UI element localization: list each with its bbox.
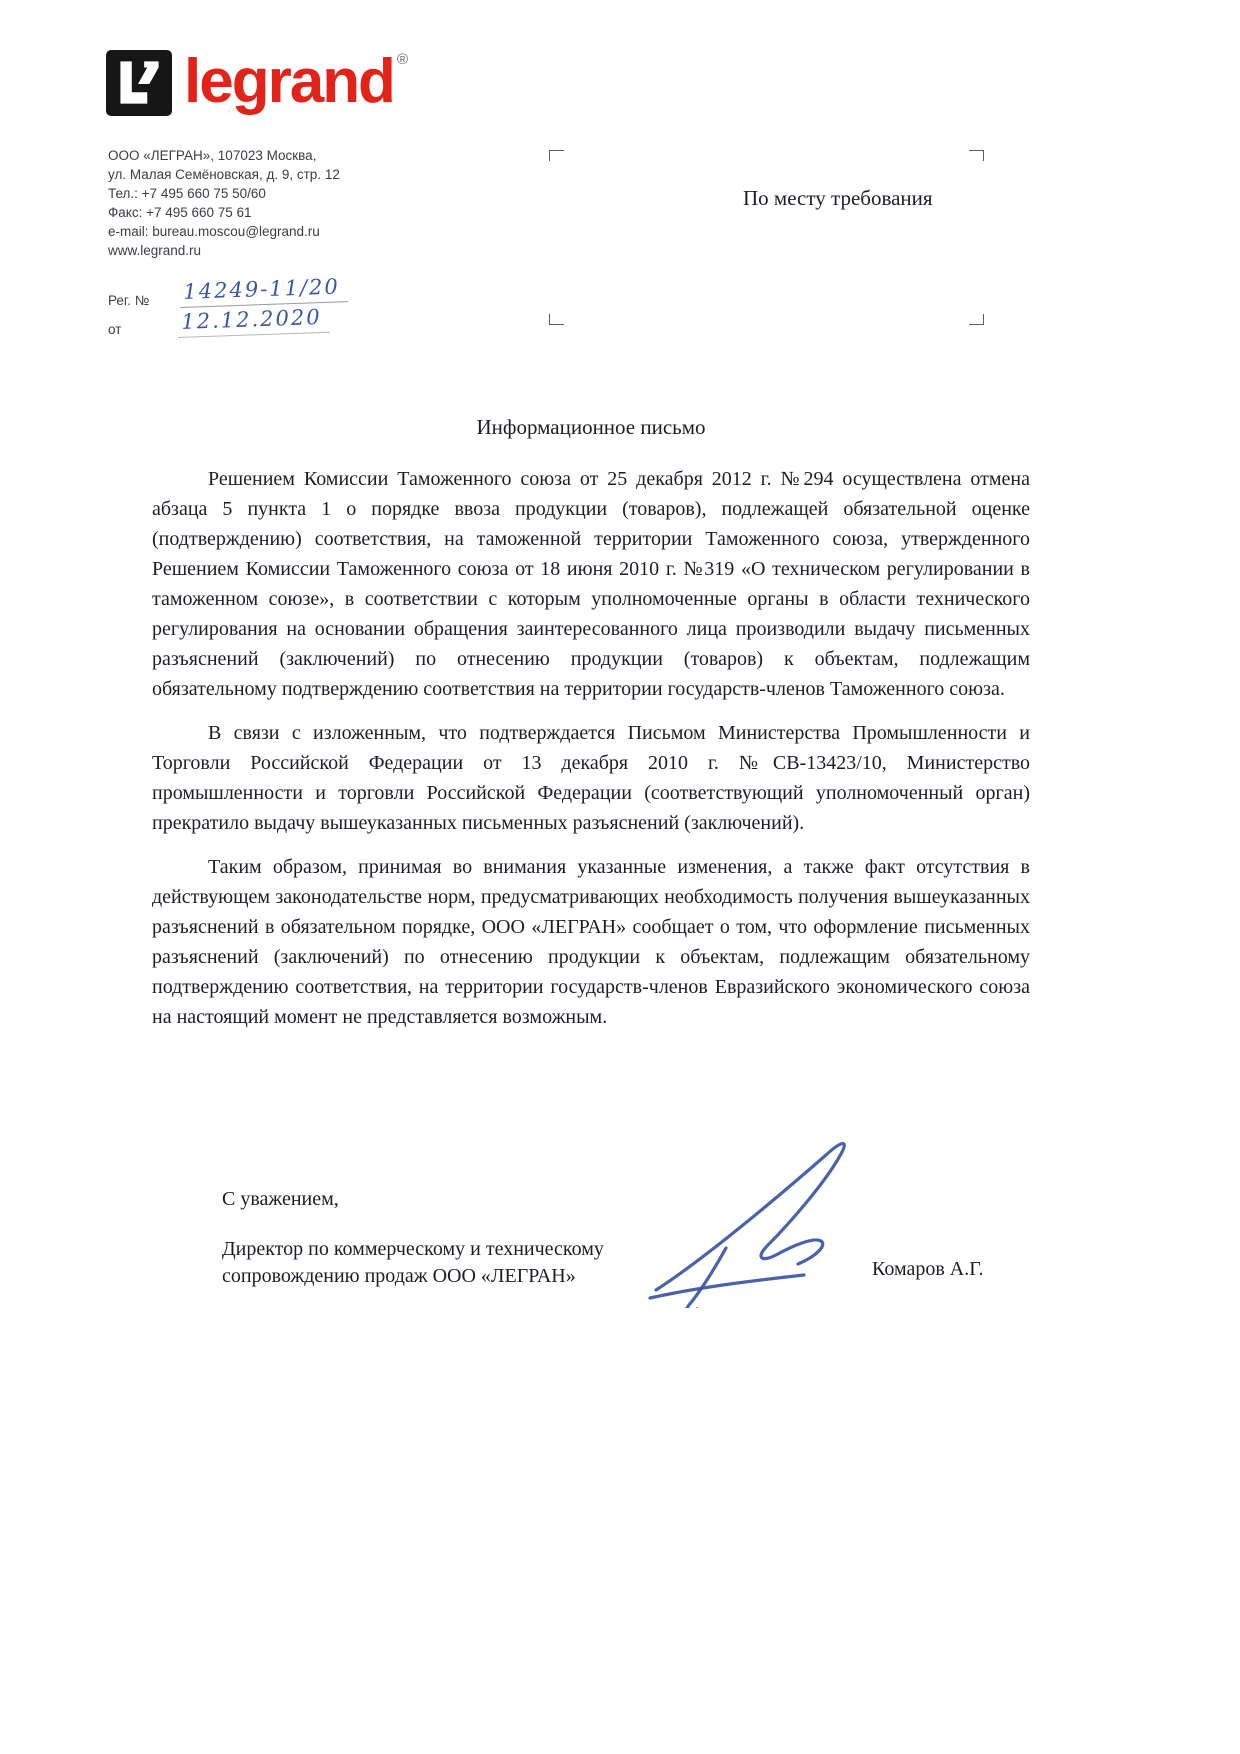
legrand-logo <box>106 47 408 116</box>
legrand-logo-icon <box>106 50 172 116</box>
signer-title-line: Директор по коммерческому и техническому <box>222 1238 604 1260</box>
legrand-logo-text: legrand <box>184 47 394 116</box>
address-corner-mark-bottom-left <box>549 314 564 325</box>
address-corner-mark-bottom-right <box>969 314 984 325</box>
company-email-line: e-mail: bureau.moscou@legrand.ru <box>108 224 320 239</box>
company-name-line: ООО «ЛЕГРАН», 107023 Москва, <box>108 148 317 163</box>
paragraph-3: Таким образом, принимая во внимания указанные изменения, а также факт отсутствия в действующем законодательстве норм, предусматривающих необходимость получения вышеуказанных разъяснений в обязательном порядке, ООО «ЛЕГРАН» сообщает о том, что оформление письменных разъяснений (заключений) по отнесению продукции к объектам, подлежащим обязательному подтверждению соответствия, на территории государств-членов Евразийского экономического союза на настоящий момент не представляется возможным. <box>152 856 1030 1028</box>
reg-number-label: Рег. № <box>108 293 150 308</box>
date-handwritten: 12.12.2020 <box>177 305 330 338</box>
company-website-line: www.legrand.ru <box>108 243 202 258</box>
letter-title: Информационное письмо <box>476 415 706 439</box>
paragraph-1: Решением Комиссии Таможенного союза от 25 декабря 2012 г. №294 осуществлена отмена абзаца 5 пункта 1 о порядке ввоза продукции (товаров), подлежащей обязательной оценке (подтверждению) соответствия, на таможенной территории Таможенного союза, утвержденного Решением Комиссии Таможенного союза от 18 июня 2010 г. №319 «О техническом регулировании в таможенном союзе», в соответствии с которым уполномоченные органы в области технического регулирования на основании обращения заинтересованного лица производили выдачу письменных разъяснений (заключений) по отнесению продукции (товаров) к объектам, подлежащим обязательному подтверждению соответствия на территории государств-членов Таможенного союза. <box>152 468 1030 700</box>
reg-number-handwritten: 14249-11/20 <box>179 274 348 308</box>
signature-icon <box>628 1128 888 1308</box>
registered-trademark-icon: ® <box>396 51 408 68</box>
address-corner-mark-top-right <box>969 150 984 161</box>
letter-body <box>152 464 1030 1046</box>
company-phone-line: Тел.: +7 495 660 75 50/60 <box>108 186 266 201</box>
signer-name: Комаров А.Г. <box>872 1258 984 1280</box>
signer-title-line: сопровождению продаж ООО «ЛЕГРАН» <box>222 1265 576 1287</box>
company-info <box>108 146 340 260</box>
date-label: от <box>108 322 122 337</box>
signer-title <box>222 1236 604 1290</box>
company-address-line: ул. Малая Семёновская, д. 9, стр. 12 <box>108 167 340 182</box>
address-corner-mark-top-left <box>549 150 564 161</box>
paragraph-2: В связи с изложенным, что подтверждается Письмом Министерства Промышленности и Торговли Российской Федерации от 13 декабря 2010 г. №СВ-13423/10, Министерство промышленности и торговли Российской Федерации (соответствующий уполномоченный орган) прекратило выдачу вышеуказанных письменных разъяснений (заключений). <box>152 722 1030 834</box>
recipient: По месту требования <box>743 186 933 210</box>
company-fax-line: Факс: +7 495 660 75 61 <box>108 205 252 220</box>
closing: С уважением, <box>222 1188 339 1210</box>
